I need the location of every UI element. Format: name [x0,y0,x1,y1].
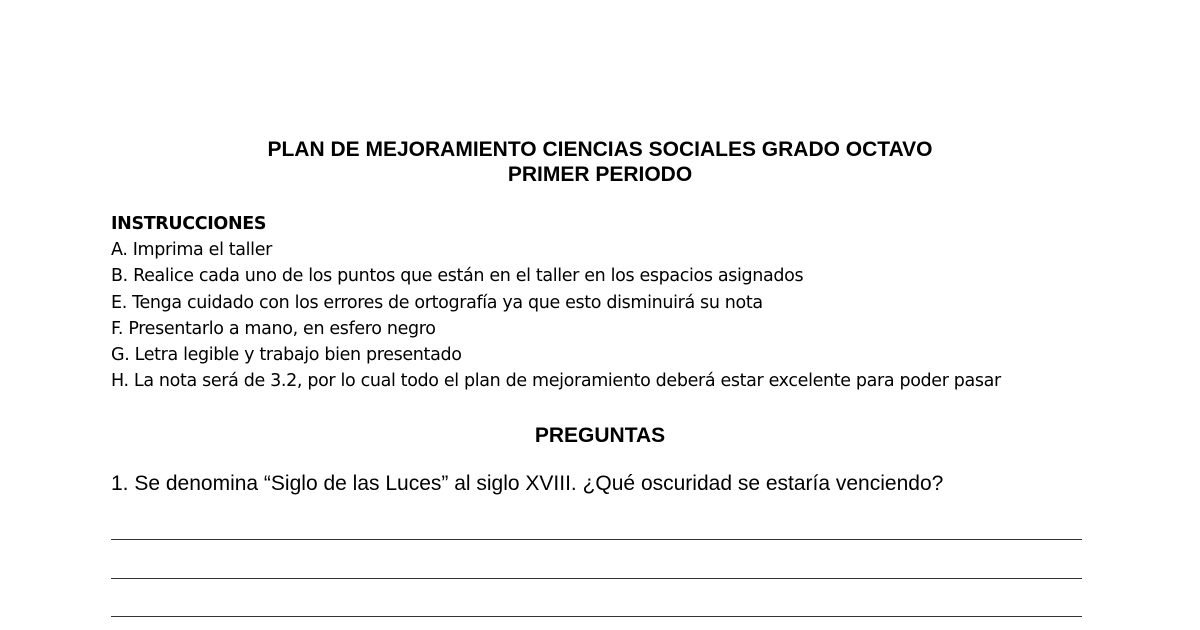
instructions-list [111,237,1001,394]
instruction-item: A. Imprima el taller [111,240,272,261]
document-title: PLAN DE MEJORAMIENTO CIENCIAS SOCIALES GRADO OCTAVO [267,138,933,161]
answer-line [111,616,1082,617]
instructions-section [111,211,1001,394]
answer-line [111,578,1082,579]
document-subtitle: PRIMER PERIODO [507,163,693,186]
questions-heading: PREGUNTAS [534,424,666,447]
instruction-item: G. Letra legible y trabajo bien presentado [111,345,462,366]
instruction-item: E. Tenga cuidado con los errores de ortografía ya que esto disminuirá su nota [111,292,763,313]
instruction-item: H. La nota será de 3.2, por lo cual todo el plan de mejoramiento deberá estar excelente para poder pasar [111,371,1001,392]
question-1: 1. Se denomina “Siglo de las Luces” al siglo XVIII. ¿Qué oscuridad se estaría venciendo? [111,472,944,495]
instructions-heading: INSTRUCCIONES [111,214,267,234]
instruction-item: B. Realice cada uno de los puntos que están en el taller en los espacios asignados [111,266,804,287]
answer-line [111,539,1082,540]
instruction-item: F. Presentarlo a mano, en esfero negro [111,318,436,339]
